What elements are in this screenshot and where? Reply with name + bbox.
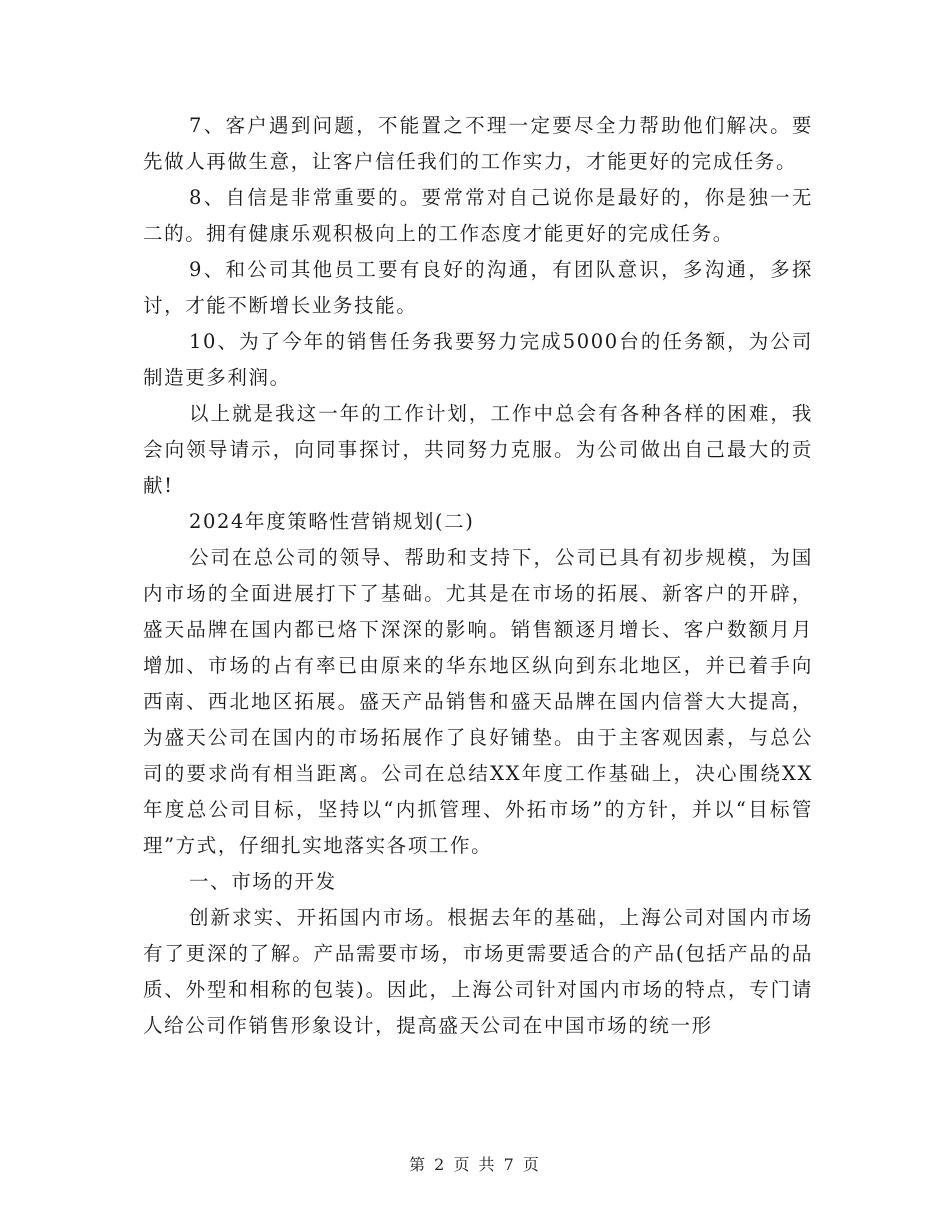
intro-paragraph: 公司在总公司的领导、帮助和支持下，公司已具有初步规模，为国内市场的全面进展打下了基础。尤其是在市场的拓展、新客户的开辟，盛天品牌在国内都已烙下深深的影响。销售额逐月增长、客户数额月月增加、市场的占有率已由原来的华东地区纵向到东北地区，并已着手向西南、西北地区拓展。盛天产品销售和盛天品牌在国内信誉大大提高，为盛天公司在国内的市场拓展作了良好铺垫。由于主客观因素，与总公司的要求尚有相当距离。公司在总结XX年度工作基础上，决心围绕XX年度总公司目标，坚持以“内抓管理、外拓市场”的方针，并以“目标管理”方式，仔细扎实地落实各项工作。 — [143, 546, 813, 857]
document-body — [143, 108, 813, 1044]
section-title: 2024年度策略性营销规划(二) — [189, 510, 475, 533]
market-paragraph: 创新求实、开拓国内市场。根据去年的基础，上海公司对国内市场有了更深的了解。产品需要市场，市场更需要适合的产品(包括产品的品质、外型和相称的包装)。因此，上海公司针对国内市场的特点，专门请人给公司作销售形象设计，提高盛天公司在中国市场的统一形 — [143, 906, 813, 1037]
page-number-footer: 第 2 页 共 7 页 — [409, 1155, 541, 1174]
paragraph-item-9: 9、和公司其他员工要有良好的沟通，有团队意识，多沟通，多探讨，才能不断增长业务技能。 — [143, 258, 813, 317]
subsection-heading: 一、市场的开发 — [189, 870, 337, 893]
paragraph-item-10: 10、为了今年的销售任务我要努力完成5000台的任务额，为公司制造更多利润。 — [143, 330, 813, 389]
paragraph-item-7: 7、客户遇到问题，不能置之不理一定要尽全力帮助他们解决。要先做人再做生意，让客户信任我们的工作实力，才能更好的完成任务。 — [143, 114, 813, 173]
paragraph-item-8: 8、自信是非常重要的。要常常对自己说你是最好的，你是独一无二的。拥有健康乐观积极向上的工作态度才能更好的完成任务。 — [143, 186, 813, 245]
closing-paragraph: 以上就是我这一年的工作计划，工作中总会有各种各样的困难，我会向领导请示，向同事探讨，共同努力克服。为公司做出自己最大的贡献! — [143, 402, 813, 497]
